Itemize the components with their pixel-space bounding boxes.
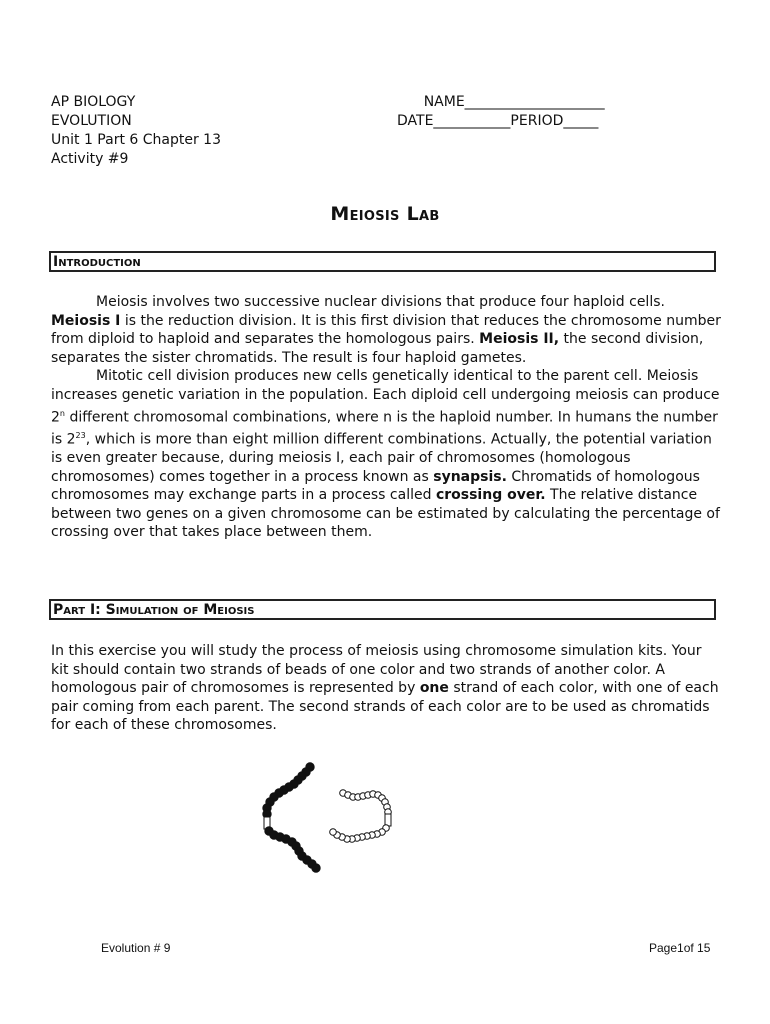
bead <box>312 864 320 872</box>
unit-chapter: Unit 1 Part 6 Chapter 13 <box>51 132 221 148</box>
text-run: different chromosomal combinations, where n is the haploid number. In humans the number is 2 <box>51 409 718 448</box>
unit-topic: EVOLUTION <box>51 113 132 129</box>
header-course-info <box>51 93 221 169</box>
bead <box>330 829 337 836</box>
text-run: Meiosis involves two successive nuclear divisions that produce four haploid cells. <box>96 294 665 310</box>
text-run: Chromatids of homologous chromosomes may exchange parts in a process called <box>51 468 700 504</box>
chromosome-bead-figure <box>255 757 405 877</box>
header-student-fields <box>397 93 605 131</box>
superscript-23: 23 <box>75 430 86 440</box>
document-title: Meiosis Lab <box>330 203 440 225</box>
course-name: AP BIOLOGY <box>51 94 136 110</box>
term-meiosis-ii: Meiosis II, <box>479 331 560 348</box>
text-run: strand of each color, with one of each pair coming from each parent. The second strands of each color are to be used as chromatids for each of these chromosomes. <box>51 680 719 734</box>
introduction-body <box>51 293 721 542</box>
centromere <box>385 814 391 826</box>
introduction-paragraph-1 <box>51 293 721 367</box>
part1-paragraph <box>51 642 721 735</box>
introduction-heading: Introduction <box>49 251 716 272</box>
activity-number: Activity #9 <box>51 151 129 167</box>
text-run: Mitotic cell division produces new cells genetically identical to the parent cell. Meiosis increases genetic variation in the population. Each diploid cell undergoing meiosis can produce 2 <box>51 368 720 426</box>
text-run: is the reduction division. It is this first division that reduces the chromosome number from diploid to haploid and separates the homologous pairs. <box>51 312 721 348</box>
part1-body <box>51 642 721 735</box>
light-bead-strand <box>330 790 392 843</box>
introduction-paragraph-2 <box>51 367 721 542</box>
part1-heading: Part I: Simulation of Meiosis <box>49 599 716 620</box>
text-run: The relative distance between two genes on a given chromosome can be estimated by calculating the percentage of crossing over that takes place between them. <box>51 487 720 541</box>
text-run: the second division, separates the sister chromatids. The result is four haploid gametes. <box>51 331 704 366</box>
name-field: NAME____________________ <box>397 94 605 110</box>
date-period-field: DATE___________PERIOD_____ <box>397 113 599 129</box>
term-meiosis-i: Meiosis I <box>51 312 121 329</box>
footer-page-number: Page1of 15 <box>649 941 711 955</box>
superscript-n: n <box>59 408 65 418</box>
term-crossing-over: crossing over. <box>435 487 546 504</box>
text-run: , which is more than eight million different combinations. Actually, the potential variation is even greater because, during meiosis I, each pair of chromosomes (homologous chromosomes) comes together in a process known as <box>51 431 712 485</box>
term-synapsis: synapsis. <box>433 468 507 485</box>
footer-left: Evolution # 9 <box>101 941 171 955</box>
dark-bead-strand <box>263 763 320 872</box>
emphasis-one: one <box>419 680 449 697</box>
text-run: In this exercise you will study the process of meiosis using chromosome simulation kits. Your kit should contain two strands of beads of one color and two strands of another color. A homologous pair of chromosomes is represented by <box>51 643 702 697</box>
